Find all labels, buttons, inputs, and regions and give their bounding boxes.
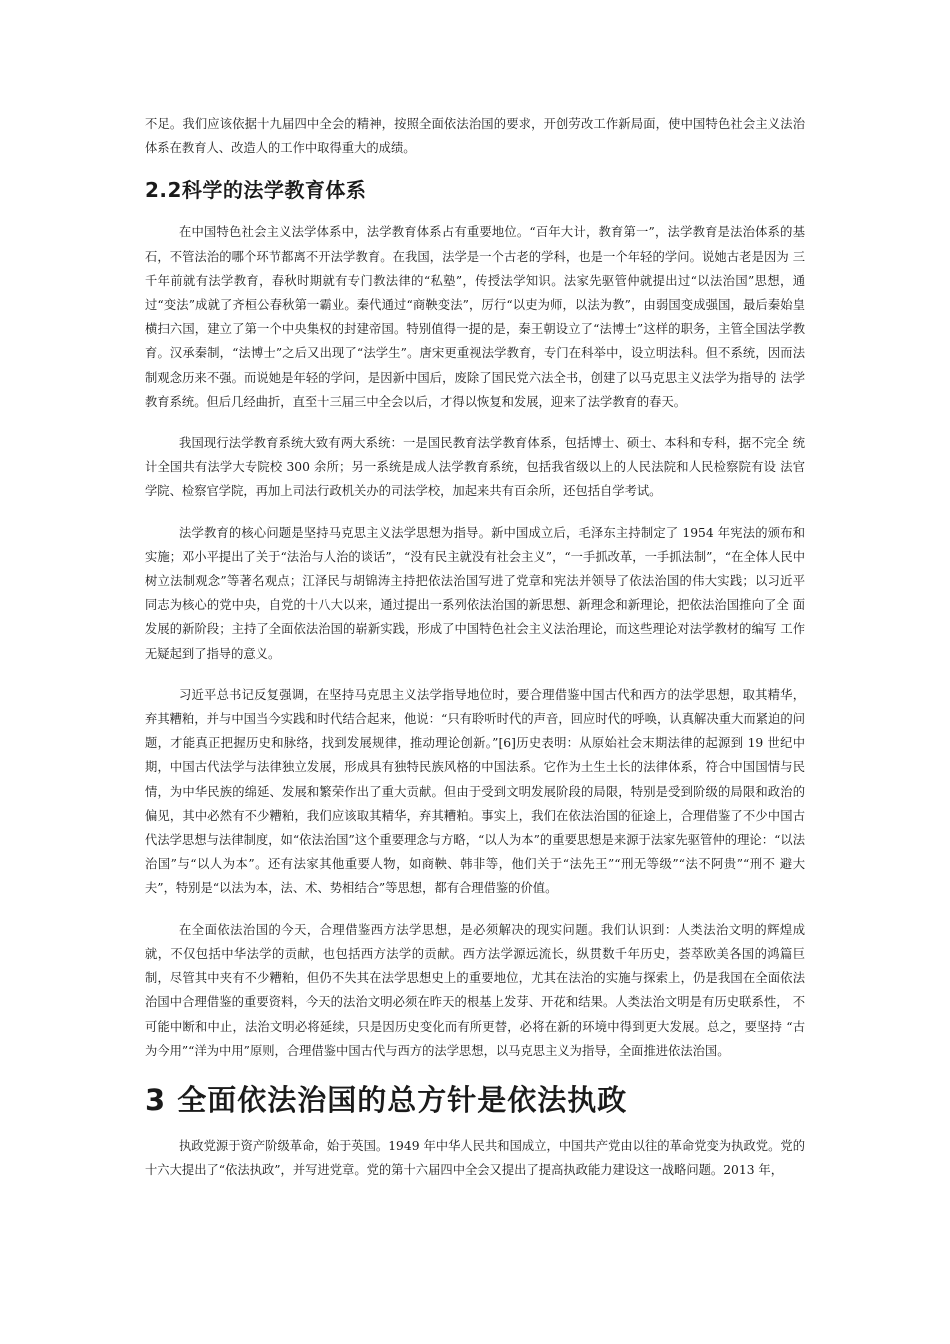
section-heading-3: 3 全面依法治国的总方针是依法执政 bbox=[145, 1082, 628, 1117]
section-heading-2-2: 2.2科学的法学教育体系 bbox=[145, 178, 367, 203]
paragraph-3-1: 执政党源于资产阶级革命，始于英国。1949 年中华人民共和国成立，中国共产党由以往的革命党变为执政党。党的十六大提出了“依法执政”，并写进党章。党的第十六届四中全会又提出了提高执政能力建设这一战略问题。2013 年， bbox=[145, 1138, 805, 1178]
paragraph-2-2-5: 在全面依法治国的今天，合理借鉴西方法学思想，是必须解决的现实问题。我们认识到：人类法治文明的辉煌成 就，不仅包括中华法学的贡献，也包括西方法学的贡献。西方法学源远流长，纵贯数千年历史，荟萃欧美各国的鸿篇巨制，尽管其中夹有不少糟粕，但仍不失其在法学思想史上的重要地位，尤其在法治的实施与探索上，仍是我国在全面依法治国中合理借鉴的重要资料，今天的法治文明必须在昨天的根基上发芽、开花和结果。人类法治文明是有历史联系性， 不可能中断和中止，法治文明必将延续，只是因历史变化而有所更替，必将在新的环境中得到更大发展。总之，要坚持 “古为今用”“洋为中用”原则，合理借鉴中国古代与西方的法学思想，以马克思主义为指导，全面推进依法治国。 bbox=[145, 922, 805, 1058]
paragraph-2-2-1: 在中国特色社会主义法学体系中，法学教育体系占有重要地位。“百年大计，教育第一”，法学教育是法治体系的基石，不管法治的哪个环节都离不开法学教育。在我国，法学是一个古老的学科，也是一个年轻的学问。说她古老是因为 三千年前就有法学教育，春秋时期就有专门教法律的“私塾”，传授法学知识。法家先驱管仲就提出过“以法治国”思想，通过“变法”成就了齐桓公春秋第一霸业。秦代通过“商鞅变法”，厉行“以吏为师，以法为教”，由弱国变成强国，最后秦始皇横扫六国，建立了第一个中央集权的封建帝国。特别值得一提的是，秦王朝设立了“法博士”这样的职务，主管全国法学教育。汉承秦制，“法博士”之后又出现了“法学生”。唐宋更重视法学教育，专门在科举中，设立明法科。但不系统，因而法制观念历来不强。而说她是年轻的学问，是因新中国后，废除了国民党六法全书，创建了以马克思主义法学为指导的 法学教育系统。但后几经曲折，直至十三届三中全会以后，才得以恢复和发展，迎来了法学教育的春天。 bbox=[145, 225, 805, 409]
document-body bbox=[145, 112, 805, 1182]
paragraph-2-2-4: 习近平总书记反复强调，在坚持马克思主义法学指导地位时，要合理借鉴中国古代和西方的法学思想，取其精华， 弃其糟粕，并与中国当今实践和时代结合起来，他说：“只有聆听时代的声音，回应时代的呼唤，认真解决重大而紧迫的问题，才能真正把握历史和脉络，找到发展规律，推动理论创新。”[6]历史表明：从原始社会末期法律的起源到 19 世纪中期，中国古代法学与法律独立发展，形成具有独特民族风格的中国法系。它作为土生土长的法律体系，符合中国国情与民情，为中华民族的绵延、发展和繁荣作出了重大贡献。但由于受到文明发展阶段的局限，特别是受到阶级的局限和政治的偏见，其中必然有不少糟粕，我们应该取其精华，弃其糟粕。事实上，我们在依法治国的征途上，合理借鉴了不少中国古代法学思想与法律制度，如“依法治国”这个重要理念与方略，“以人为本”的重要思想是来源于法家先驱管仲的理论：“以法治国”与“以人为本”。还有法家其他重要人物，如商鞅、韩非等，他们关于“法先王”“刑无等级”“法不阿贵”“刑不 避大夫”，特别是“以法为本，法、术、势相结合”等思想，都有合理借鉴的价值。 bbox=[145, 687, 805, 896]
paragraph-2-2-2: 我国现行法学教育系统大致有两大系统：一是国民教育法学教育体系，包括博士、硕士、本科和专科，据不完全 统计全国共有法学大专院校 300 余所；另一系统是成人法学教育系统，包括我省级以上的人民法院和人民检察院有设 法官学院、检察官学院，再加上司法行政机关办的司法学校，加起来共有百余所，还包括自学考试。 bbox=[145, 436, 805, 499]
paragraph-2-2-3: 法学教育的核心问题是坚持马克思主义法学思想为指导。新中国成立后，毛泽东主持制定了 1954 年宪法的颁布和实施；邓小平提出了关于“法治与人治的谈话”，“没有民主就没有社会主义”，“一手抓改革，一手抓法制”，“在全体人民中树立法制观念”等著名观点；江泽民与胡锦涛主持把依法治国写进了党章和宪法并领导了依法治国的伟大实践；以习近平 同志为核心的党中央，自党的十八大以来，通过提出一系列依法治国的新思想、新理念和新理论，把依法治国推向了全 面发展的新阶段；主持了全面依法治国的崭新实践，形成了中国特色社会主义法治理论，而这些理论对法学教材的编写 工作无疑起到了指导的意义。 bbox=[145, 525, 805, 661]
intro-paragraph: 不足。我们应该依据十九届四中全会的精神，按照全面依法治国的要求，开创劳改工作新局面，使中国特色社会主义法治体系在教育人、改造人的工作中取得重大的成绩。 bbox=[145, 117, 805, 156]
